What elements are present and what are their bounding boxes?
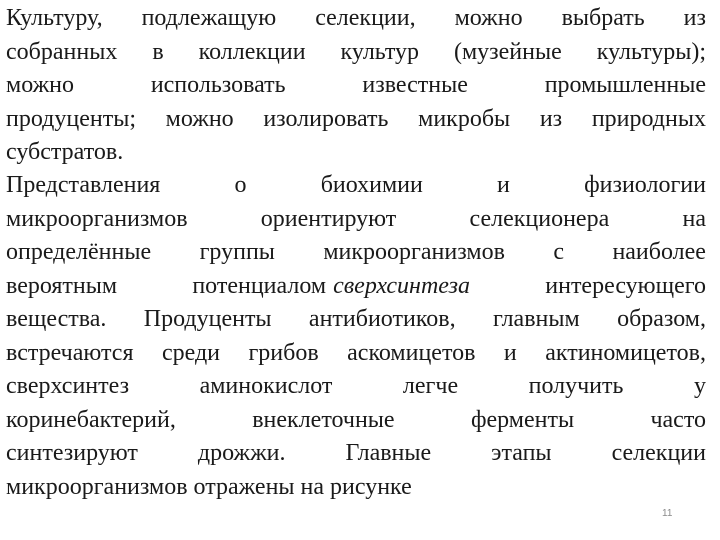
word: подлежащую xyxy=(141,5,277,31)
word: вещества. xyxy=(6,306,107,332)
word: среди xyxy=(161,339,220,366)
text-line xyxy=(6,236,706,270)
word: главным xyxy=(492,306,580,332)
word: встречаются xyxy=(6,339,134,366)
word: у xyxy=(693,373,706,399)
paragraph-1 xyxy=(6,2,706,170)
paragraph-2 xyxy=(6,169,706,504)
text-line-last: микроорганизмов отражены на рисунке xyxy=(6,473,412,500)
text-line xyxy=(6,69,706,103)
text-line xyxy=(6,103,706,137)
word: коринебактерий, xyxy=(6,406,176,433)
word: из xyxy=(539,105,563,132)
word: использовать xyxy=(150,72,286,98)
word: промышленные xyxy=(544,72,706,98)
word: легче xyxy=(402,373,459,399)
word: грибов xyxy=(248,339,319,366)
text-line xyxy=(6,437,706,471)
text-line xyxy=(6,36,706,70)
word: продуценты; xyxy=(6,105,136,132)
word: биохимии xyxy=(320,172,423,198)
word: селекции, xyxy=(315,5,416,31)
word: антибиотиков, xyxy=(308,306,456,332)
word: вероятным xyxy=(6,272,118,299)
word: внеклеточные xyxy=(252,406,395,433)
phrase-with-italic xyxy=(192,270,470,304)
word: селекционера xyxy=(469,205,610,232)
word: аминокислот xyxy=(199,373,333,399)
text-line xyxy=(6,337,706,371)
word: известные xyxy=(362,72,468,98)
word: о xyxy=(234,172,247,198)
word: с xyxy=(553,239,564,265)
word: аскомицетов xyxy=(347,339,476,366)
word: из xyxy=(683,5,706,31)
word: можно xyxy=(454,5,523,31)
page-number: 11 xyxy=(662,508,673,519)
word: изолировать xyxy=(263,105,389,132)
word: этапы xyxy=(491,440,552,466)
word: ориентируют xyxy=(260,205,397,232)
word: образом, xyxy=(617,306,706,332)
word: коллекции xyxy=(198,38,306,65)
text-line xyxy=(6,2,706,36)
word: можно xyxy=(165,105,234,132)
word: актиномицетов, xyxy=(545,339,706,366)
word: физиологии xyxy=(584,172,706,198)
word: (музейные xyxy=(453,38,562,65)
word: селекции xyxy=(611,440,706,466)
text-line xyxy=(6,270,706,304)
word: микроорганизмов xyxy=(323,239,505,265)
word: интересующего xyxy=(545,272,706,299)
word: и xyxy=(497,172,510,198)
word: сверхсинтез xyxy=(6,373,130,399)
italic-term: сверхсинтеза xyxy=(333,272,470,299)
word: определённые xyxy=(6,239,152,265)
word: микроорганизмов xyxy=(6,205,188,232)
word: получить xyxy=(528,373,624,399)
word: группы xyxy=(199,239,275,265)
word: наиболее xyxy=(612,239,706,265)
word: Продуценты xyxy=(143,306,272,332)
word: синтезируют xyxy=(6,440,138,466)
word: Главные xyxy=(345,440,432,466)
word: природных xyxy=(591,105,706,132)
word: Культуру, xyxy=(6,5,103,31)
word: Представления xyxy=(6,172,161,198)
word: культур xyxy=(340,38,419,65)
word: дрожжи. xyxy=(197,440,286,466)
word: культуры); xyxy=(596,38,706,65)
word: на xyxy=(682,205,706,232)
word: выбрать xyxy=(561,5,645,31)
word: можно xyxy=(6,72,75,98)
text-line xyxy=(6,169,706,203)
word: часто xyxy=(650,406,706,433)
text-line-last: субстратов. xyxy=(6,139,124,165)
word: ферменты xyxy=(470,406,575,433)
text-line xyxy=(6,404,706,438)
text-line xyxy=(6,370,706,404)
word: и xyxy=(503,339,517,366)
word: потенциалом xyxy=(192,272,327,299)
text-line xyxy=(6,303,706,337)
word: микробы xyxy=(418,105,511,132)
word: собранных xyxy=(6,38,118,65)
word: в xyxy=(152,38,164,65)
text-line xyxy=(6,203,706,237)
